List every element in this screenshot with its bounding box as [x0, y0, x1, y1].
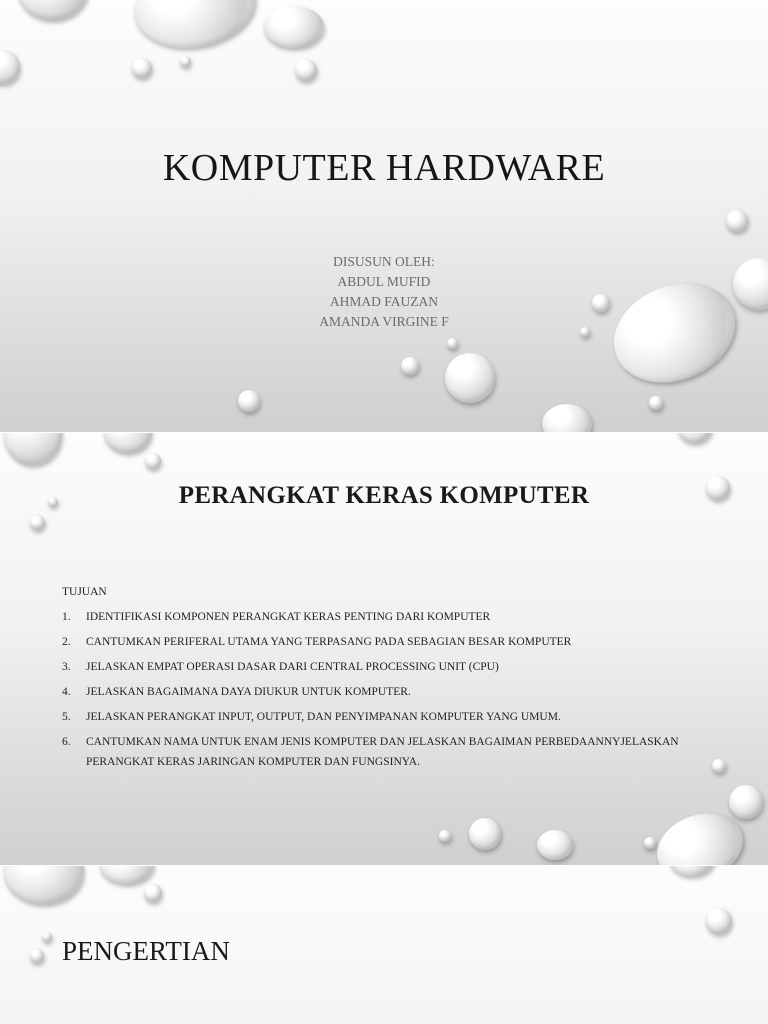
slide-perangkat-keras [0, 433, 768, 865]
water-drop-decoration [104, 433, 152, 453]
water-drop-decoration [30, 515, 45, 530]
water-drop-decoration [726, 210, 748, 232]
slide-heading: PENGERTIAN [62, 936, 230, 966]
water-drop-decoration [439, 830, 451, 842]
objectives-list [62, 607, 682, 772]
list-item [62, 607, 682, 627]
water-drop-decoration [712, 759, 726, 773]
objectives-label: TUJUAN [62, 586, 107, 598]
water-drop-decoration [445, 353, 495, 403]
water-drop-decoration [128, 0, 262, 57]
water-drop-decoration [238, 390, 260, 412]
list-number: 3. [62, 661, 71, 673]
slide-pengertian [0, 866, 768, 1024]
water-drop-decoration [670, 866, 714, 876]
water-drop-decoration [180, 56, 191, 67]
list-number: 6. [62, 736, 71, 748]
water-drop-decoration [706, 908, 732, 934]
water-drop-decoration [42, 932, 52, 942]
water-drop-decoration [144, 884, 162, 902]
water-drop-decoration [4, 433, 62, 465]
water-drop-decoration [644, 837, 656, 849]
author-name: AHMAD FAUZAN [329, 294, 439, 309]
list-number: 5. [62, 711, 71, 723]
list-item [62, 657, 682, 677]
water-drop-decoration [0, 50, 20, 84]
list-item [62, 732, 682, 772]
list-number: 1. [62, 611, 71, 623]
water-drop-decoration [30, 949, 44, 963]
list-text: IDENTIFIKASI KOMPONEN PERANGKAT KERAS PENTING DARI KOMPUTER [86, 611, 491, 623]
list-number: 2. [62, 636, 71, 648]
water-drop-decoration [100, 866, 154, 884]
water-drop-decoration [729, 785, 763, 819]
slide-title [0, 0, 768, 432]
list-text: JELASKAN BAGAIMANA DAYA DIUKUR UNTUK KOMPUTER. [86, 686, 411, 698]
list-text: JELASKAN PERANGKAT INPUT, OUTPUT, DAN PENYIMPANAN KOMPUTER YANG UMUM. [86, 711, 561, 723]
list-item [62, 707, 682, 727]
list-item [62, 632, 682, 652]
list-text: JELASKAN EMPAT OPERASI DASAR DARI CENTRAL PROCESSING UNIT (CPU) [86, 661, 499, 673]
water-drop-decoration [132, 58, 152, 78]
water-drop-decoration [401, 357, 419, 375]
water-drop-decoration [678, 433, 712, 443]
author-name: ABDUL MUFID [337, 274, 431, 289]
water-drop-decoration [542, 404, 592, 432]
objectives-content [62, 586, 682, 777]
water-drop-decoration [295, 59, 317, 81]
water-drop-decoration [447, 338, 458, 349]
list-text: CANTUMKAN PERIFERAL UTAMA YANG TERPASANG PADA SEBAGIAN BESAR KOMPUTER [86, 636, 572, 648]
authors-label: DISUSUN OLEH: [333, 254, 435, 269]
water-drop-decoration [537, 830, 573, 860]
author-name: AMANDA VIRGINE F [319, 314, 449, 329]
list-text: CANTUMKAN NAMA UNTUK ENAM JENIS KOMPUTER DAN JELASKAN BAGAIMAN PERBEDAANNYJELASKAN PERANGKAT KERAS JARINGAN KOMPUTER DAN FUNGSINYA. [86, 736, 679, 768]
water-drop-decoration [469, 818, 501, 850]
list-item [62, 682, 682, 702]
water-drop-decoration [264, 6, 324, 48]
water-drop-decoration [18, 0, 88, 20]
authors-block [0, 252, 768, 332]
list-number: 4. [62, 686, 71, 698]
water-drop-decoration [649, 396, 663, 410]
slide-title-heading: KOMPUTER HARDWARE [162, 147, 606, 189]
water-drop-decoration [145, 453, 161, 469]
water-drop-decoration [4, 866, 84, 904]
slide-heading: PERANGKAT KERAS KOMPUTER [178, 482, 590, 509]
